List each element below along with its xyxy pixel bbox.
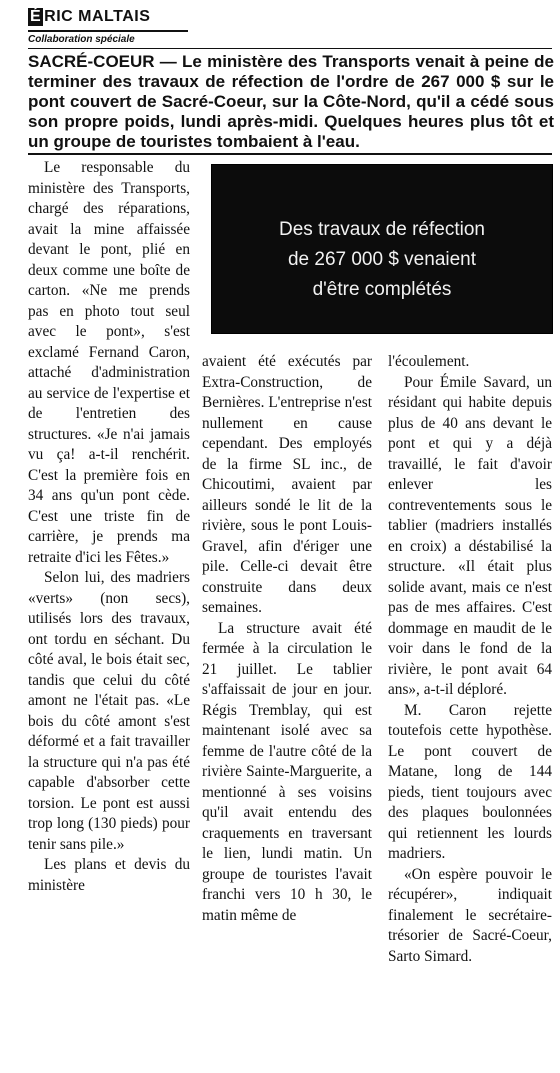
- lede-divider: [28, 153, 552, 155]
- pull-quote-line: d'être complétés: [312, 279, 452, 300]
- credit-line: Collaboration spéciale: [28, 34, 135, 45]
- byline: [28, 8, 548, 26]
- pull-quote-text: [212, 215, 552, 305]
- pull-quote-line: Des travaux de réfection: [279, 219, 485, 240]
- pull-quote-line: de 267 000 $ venaient: [287, 249, 477, 270]
- paragraph: Le responsable du ministère des Transports, chargé des réparations, avait la mine affaissée devant le pont, plié en deux comme une boîte de carton. «Ne me prends pas en photo tout seul avec le pont», s'est exclamé Fernand Caron, attaché d'administration au service de l'expertise et de l'entretien des structures. «Je n'ai jamais vu ça! a-t-il renchérit. C'est la première fois en 34 ans qu'un pont cède. C'est une triste fin de carrière, je prends ma retraite d'ici les Fêtes.»: [28, 159, 190, 566]
- paragraph: l'écoulement.: [388, 353, 470, 370]
- pull-quote-box: [212, 165, 552, 333]
- divider: [28, 48, 552, 49]
- byline-name: RIC MALTAIS: [44, 8, 151, 25]
- paragraph: Pour Émile Savard, un résidant qui habite depuis plus de 40 ans devant le pont et qui y a déjà travaillé, le fait d'avoir enlever les contreventements sous le tablier (madriers installés en croix) a déstabilisé la structure. «Il était plus solide avant, mais ce n'est pas de mes affaires. C'est dommage en maudit de le voir dans le fond de la rivière, le pont avait 64 ans», a-t-il déploré.: [388, 373, 552, 698]
- paragraph: La structure avait été fermée à la circulation le 21 juillet. Le tablier s'affaissait de jour en jour. Régis Tremblay, qui est maintenant isolé avec sa femme de l'autre côté de la rivière Sainte-Marguerite, a mentionné à ses voisins qu'il avait entendu des craquements en traversant le lien, lundi matin. Un groupe de touristes l'avait franchi vers 10 h 30, le matin même de: [202, 619, 372, 924]
- lede-paragraph: SACRÉ-COEUR — Le ministère des Transports venait à peine de terminer des travaux de réfection de l'ordre de 267 000 $ sur le pont couvert de Sacré-Coeur, sur la Côte-Nord, qu'il a cédé sous son propre poids, lundi après-midi. Quelques heures plus tôt et un groupe de touristes tombaient à l'eau.: [28, 52, 554, 151]
- paragraph: avaient été exécutés par Extra-Construction, de Bernières. L'entreprise n'est nullement en cause cependant. Des employés de la firme SL inc., de Chicoutimi, avaient par ailleurs sondé le lit de la rivière, sous le pont Louis-Gravel, afin d'ériger une pile. Celle-ci devait être construite dans deux semaines.: [202, 353, 372, 616]
- article-column-2: [202, 352, 372, 926]
- article-column-1: [28, 158, 190, 896]
- paragraph: «On espère pouvoir le récupérer», indiquait finalement le secrétaire-trésorier de Sacré-Coeur, Sarto Simard.: [388, 865, 552, 965]
- article-column-3: [388, 352, 552, 967]
- paragraph: M. Caron rejette toutefois cette hypothèse. Le pont couvert de Matane, long de 144 pieds, tient toujours avec des plaques boulonnées qui retiennent les lourds madriers.: [388, 701, 552, 862]
- byline-initial: É: [30, 8, 42, 25]
- paragraph: Selon lui, des madriers «verts» (non secs), utilisés lors des travaux, ont tordu en séchant. Du côté aval, le bois était sec, tandis que celui du côté amont ne l'était pas. «Le bois du côté amont s'est déformé et a fait travailler la structure qui n'a pas été capable d'absorber cette torsion. Le pont est aussi trop long (130 pieds) pour tenir sans pile.»: [28, 569, 190, 853]
- byline-underline: [28, 30, 188, 32]
- paragraph: Les plans et devis du ministère: [28, 856, 190, 894]
